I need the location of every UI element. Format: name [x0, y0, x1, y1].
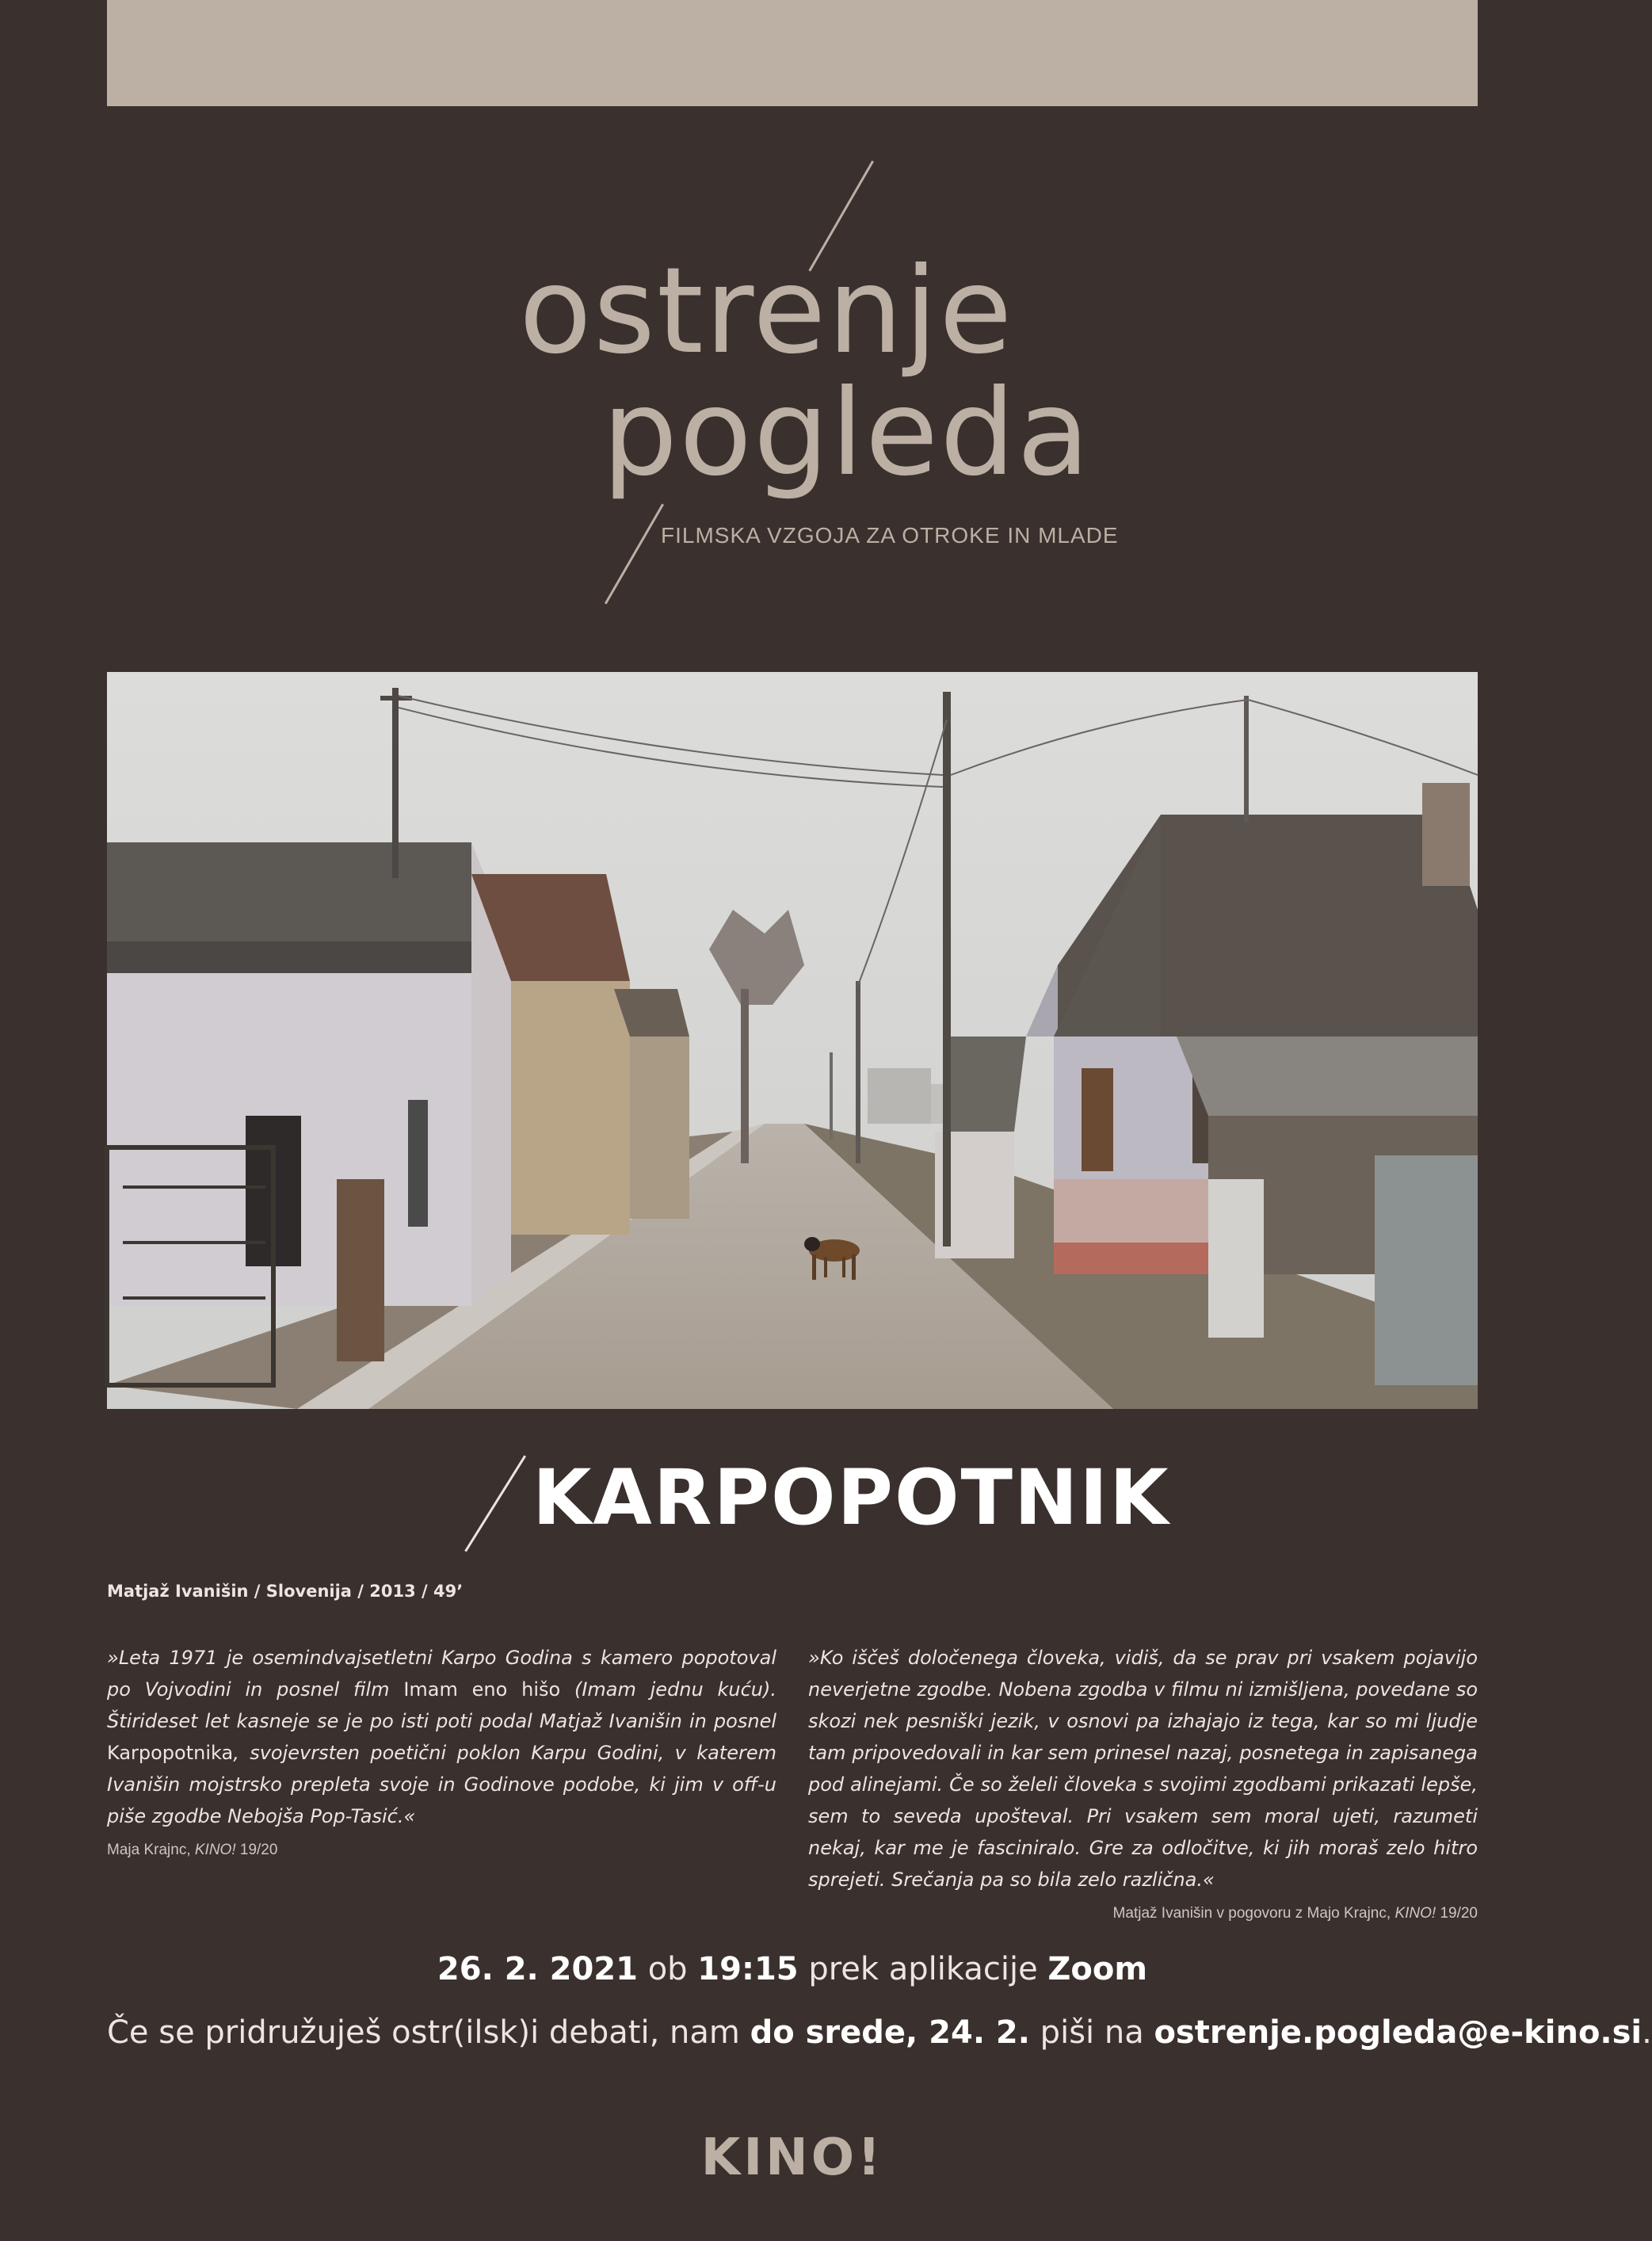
event-info — [0, 1951, 1585, 1987]
film-credits: Matjaž Ivanišin / Slovenija / 2013 / 49’ — [107, 1582, 464, 1601]
join-text-2: piši na — [1029, 2014, 1154, 2051]
logo-subtitle: FILMSKA VZGOJA ZA OTROKE IN MLADE — [661, 523, 1119, 548]
join-text-1: Če se pridružuješ ostr(ilsk)i debati, nam — [107, 2014, 750, 2051]
join-deadline: do srede, 24. 2. — [750, 2014, 1030, 2051]
film-still-image — [107, 672, 1478, 1409]
quote-left-source-author: Maja Krajnc, — [107, 1842, 195, 1858]
join-info — [107, 2014, 1652, 2051]
kino-logo: KINO! — [700, 2128, 884, 2187]
join-text-3: . — [1642, 2014, 1652, 2051]
top-color-bar — [107, 0, 1478, 106]
logo-text-pogleda: pogleda — [602, 365, 1092, 502]
quote-left-part2: (Imam jednu kuću). Štirideset let kasneje se je po isti poti podal Matjaž Ivanišin in posnel — [107, 1678, 777, 1732]
quote-left-source — [107, 1842, 277, 1859]
logo-slash-bottom — [605, 504, 664, 605]
event-date: 26. 2. 2021 — [437, 1951, 638, 1987]
event-ob: ob — [637, 1951, 698, 1987]
title-slash — [464, 1455, 526, 1552]
quote-left-source-issue: 19/20 — [235, 1842, 278, 1858]
quote-left — [107, 1642, 776, 1832]
quote-right-source-author: Matjaž Ivanišin v pogovoru z Majo Krajnc, — [1112, 1905, 1395, 1922]
quote-right-source — [1113, 1905, 1478, 1922]
quote-right-source-pub: KINO! — [1394, 1905, 1436, 1922]
logo-text-ostrenje: ostrenje — [519, 242, 1014, 380]
film-title: KARPOPOTNIK — [532, 1453, 1170, 1542]
join-email-link[interactable]: ostrenje.pogleda@e-kino.si — [1154, 2014, 1642, 2051]
quote-left-film-title-1: Imam eno hišo — [403, 1678, 561, 1701]
quote-right-source-issue: 19/20 — [1436, 1905, 1478, 1922]
event-prek: prek aplikacije — [798, 1951, 1048, 1987]
quote-left-part1: »Leta 1971 je osemindvajsetletni Karpo Godina s kamero popotoval po Vojvodini in posnel film — [107, 1647, 776, 1701]
quote-left-film-title-2: Karpopotnika — [107, 1742, 234, 1764]
event-platform: Zoom — [1047, 1951, 1148, 1987]
quote-left-part3: , svojevrsten poetični poklon Karpu Godini, v katerem Ivanišin mojstrsko prepleta svoje in Godinove podobe, ki jim v off-u piše zgodbe Nebojša Pop-Tasić.« — [107, 1742, 776, 1827]
event-time: 19:15 — [697, 1951, 799, 1987]
quote-right: »Ko iščeš določenega človeka, vidiš, da se prav pri vsakem pojavijo neverjetne zgodbe. Nobena zgodba v filmu ni izmišljena, povedane so skozi nek pesniški jezik, v osnovi pa izhajajo iz tega, kar so mi ljudje tam pripovedovali in kar sem prinesel nazaj, posnetega in zapisanega pod alinejami. Če so želeli človeka s svojimi zgodbami prikazati lepše, sem to seveda upošteval. Pri vsakem sem moral ujeti, razumeti nekaj, kar me je fasciniralo. Gre za odločitve, ki jih moraš zelo hitro sprejeti. Srečanja pa so bila zelo različna.« — [808, 1647, 1478, 1891]
quote-left-source-pub: KINO! — [194, 1842, 236, 1858]
